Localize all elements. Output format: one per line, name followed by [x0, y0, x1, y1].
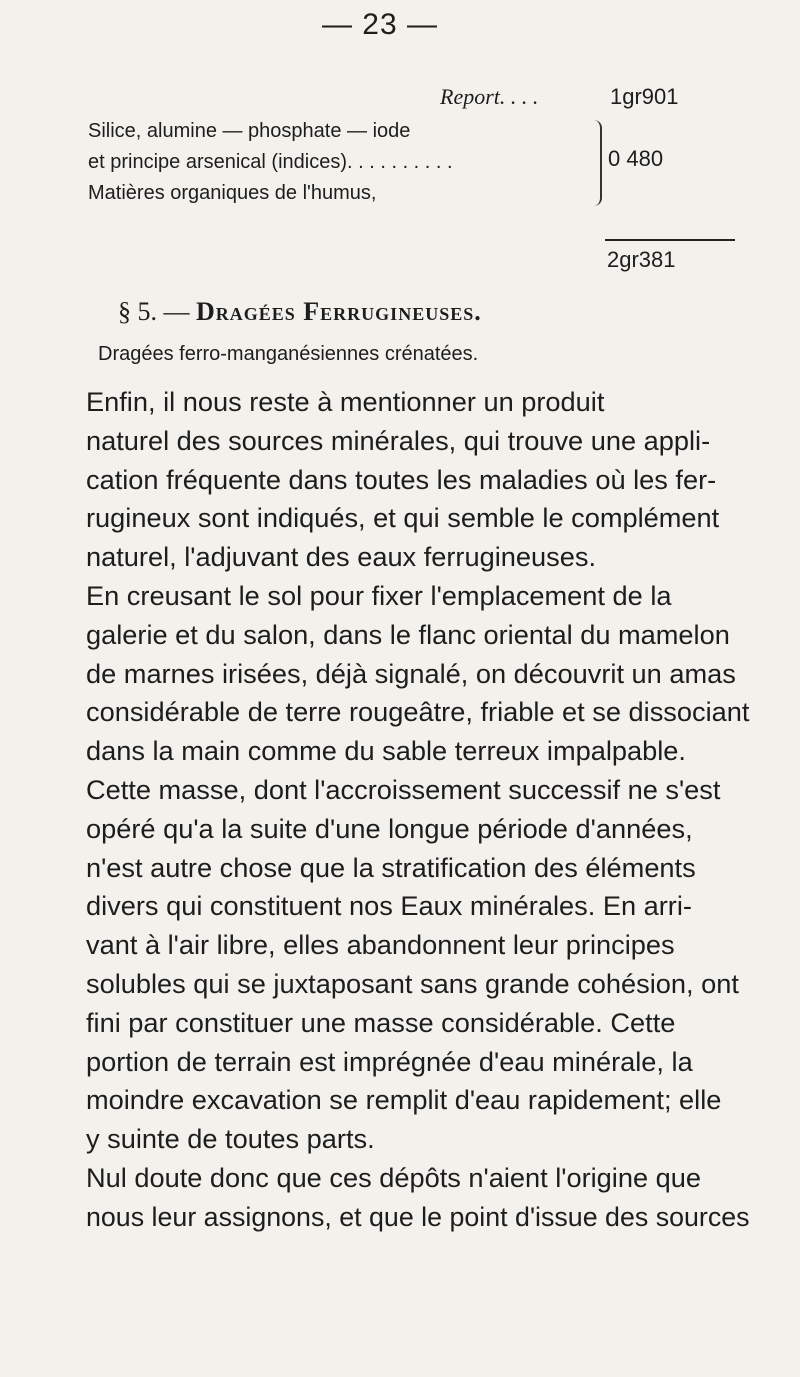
body-line: fini par constituer une masse considérable. Cette [86, 1006, 676, 1038]
section-number: § 5. — [118, 297, 190, 326]
ingredient-value: 0 480 [608, 146, 664, 171]
body-line: y suinte de toutes parts. [86, 1123, 375, 1155]
body-line: considérable de terre rougeâtre, friable et se dissociant [86, 696, 750, 728]
body-line: opéré qu'a la suite d'une longue période d'années, [86, 812, 693, 844]
brace-icon [590, 120, 602, 206]
section-subtitle: Dragées ferro-manganésiennes crénatées. [98, 343, 479, 365]
body-line: Cette masse, dont l'accroissement successif ne s'est [86, 773, 721, 805]
body-line: cation fréquente dans toutes les maladies où les fer- [86, 463, 717, 495]
body-line: n'est autre chose que la stratification des éléments [86, 851, 696, 883]
section-heading [118, 297, 482, 327]
ingredient-list [88, 116, 453, 209]
body-line: naturel des sources minérales, qui trouve une appli- [86, 424, 711, 456]
sum-rule [605, 239, 735, 241]
body-line: rugineux sont indiqués, et qui semble le complément [86, 502, 720, 534]
ingredient-line: Matières organiques de l'humus, [88, 182, 377, 204]
body-line: vant à l'air libre, elles abandonnent leur principes [86, 929, 675, 961]
page-number: — 23 — [321, 8, 439, 41]
body-line: de marnes irisées, déjà signalé, on découvrit un amas [86, 657, 736, 689]
body-line: Enfin, il nous reste à mentionner un produit [86, 386, 605, 417]
body-line: divers qui constituent nos Eaux minérales. En arri- [86, 890, 692, 922]
body-line: portion de terrain est imprégnée d'eau minérale, la [86, 1045, 693, 1077]
section-title: Dragées Ferrugineuses. [196, 297, 482, 326]
body-line: dans la main comme du sable terreux impalpable. [86, 735, 686, 767]
carry-over-value: 1gr901 [610, 84, 679, 109]
carry-over-label: Report. . . . [440, 84, 539, 109]
total-value: 2gr381 [607, 247, 676, 272]
ingredient-line: Silice, alumine — phosphate — iode [88, 120, 411, 142]
body-paragraphs [86, 383, 754, 1237]
body-line: galerie et du salon, dans le flanc oriental du mamelon [86, 618, 730, 650]
ingredient-line: et principe arsenical (indices). . . . . . . . . . [88, 151, 453, 173]
body-line: solubles qui se juxtaposant sans grande cohésion, ont [86, 967, 739, 999]
body-line: naturel, l'adjuvant des eaux ferrugineuses. [86, 541, 596, 573]
body-line: moindre excavation se remplit d'eau rapidement; elle [86, 1084, 722, 1116]
body-line: Nul doute donc que ces dépôts n'aient l'origine que [86, 1161, 701, 1193]
body-line: En creusant le sol pour fixer l'emplacement de la [86, 579, 672, 611]
body-line: nous leur assignons, et que le point d'issue des sources [86, 1201, 750, 1232]
